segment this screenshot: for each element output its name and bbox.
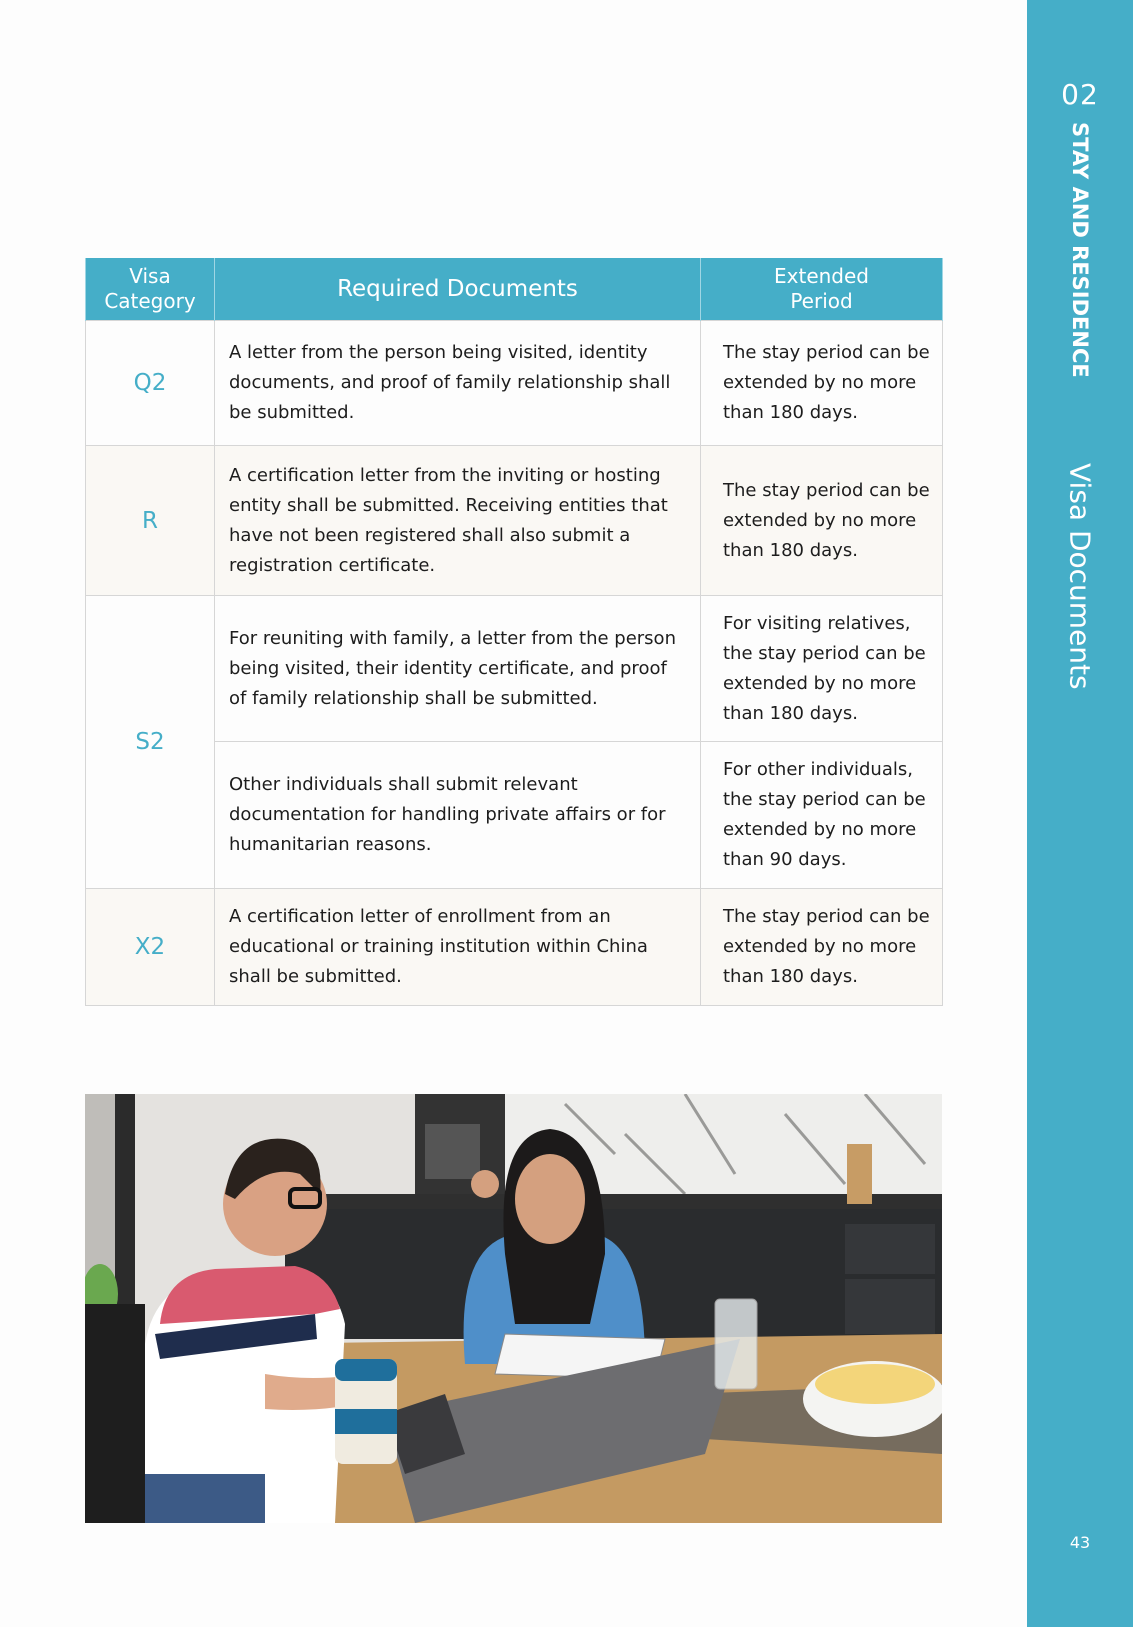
woman-hand bbox=[471, 1170, 499, 1198]
table-row bbox=[86, 596, 943, 742]
microwave-door bbox=[425, 1124, 480, 1179]
chair bbox=[85, 1304, 145, 1523]
table-row bbox=[86, 742, 943, 889]
header-line: Extended bbox=[774, 264, 869, 288]
extended-period-cell: The stay period can be extended by no more than 180 days. bbox=[701, 321, 943, 446]
visa-category-cell: Q2 bbox=[86, 321, 215, 446]
table-row bbox=[86, 321, 943, 446]
header-extended-period bbox=[701, 258, 943, 321]
chips bbox=[815, 1364, 935, 1404]
countertop bbox=[285, 1194, 942, 1209]
table-header-row bbox=[86, 258, 943, 321]
header-line: Period bbox=[790, 289, 853, 313]
knife-block bbox=[847, 1144, 872, 1204]
extended-period-cell: For visiting relatives, the stay period can be extended by no more than 180 days. bbox=[701, 596, 943, 742]
required-documents-cell: Other individuals shall submit relevant documentation for handling private affairs or for humanitarian reasons. bbox=[215, 742, 701, 889]
visa-category-cell: X2 bbox=[86, 889, 215, 1006]
header-line: Category bbox=[104, 289, 196, 313]
table-row bbox=[86, 446, 943, 596]
header-line: Visa bbox=[129, 264, 171, 288]
extended-period-cell: The stay period can be extended by no more than 180 days. bbox=[701, 889, 943, 1006]
required-documents-cell: A certification letter of enrollment from an educational or training institution within China shall be submitted. bbox=[215, 889, 701, 1006]
photo-illustration bbox=[85, 1094, 942, 1523]
drawer bbox=[845, 1224, 935, 1274]
page-number: 43 bbox=[1069, 1533, 1091, 1552]
visa-category-cell: S2 bbox=[86, 596, 215, 889]
mug-lid bbox=[335, 1359, 397, 1381]
required-documents-cell: For reuniting with family, a letter from the person being visited, their identity certificate, and proof of family relationship shall be submitted. bbox=[215, 596, 701, 742]
people-working-photo bbox=[85, 1094, 942, 1523]
mug-band bbox=[335, 1409, 397, 1434]
drawer bbox=[845, 1279, 935, 1334]
required-documents-cell: A letter from the person being visited, identity documents, and proof of family relationship shall be submitted. bbox=[215, 321, 701, 446]
header-visa-category bbox=[86, 258, 215, 321]
header-required-documents: Required Documents bbox=[215, 258, 701, 321]
extended-period-cell: For other individuals, the stay period can be extended by no more than 90 days. bbox=[701, 742, 943, 889]
woman-face bbox=[515, 1154, 585, 1244]
dark-doorway bbox=[115, 1094, 135, 1304]
chapter-sidebar bbox=[1027, 0, 1133, 1627]
chapter-number: 02 bbox=[1061, 78, 1099, 111]
extended-period-cell: The stay period can be extended by no more than 180 days. bbox=[701, 446, 943, 596]
jeans bbox=[145, 1474, 265, 1523]
section-title: STAY AND RESIDENCE bbox=[1068, 122, 1092, 378]
visa-documents-table bbox=[85, 258, 943, 1006]
table-row bbox=[86, 889, 943, 1006]
glass bbox=[715, 1299, 757, 1389]
section-subtitle: Visa Documents bbox=[1063, 463, 1097, 690]
required-documents-cell: A certification letter from the inviting or hosting entity shall be submitted. Receiving entities that have not been registered shall also submit a registration certificate. bbox=[215, 446, 701, 596]
visa-category-cell: R bbox=[86, 446, 215, 596]
